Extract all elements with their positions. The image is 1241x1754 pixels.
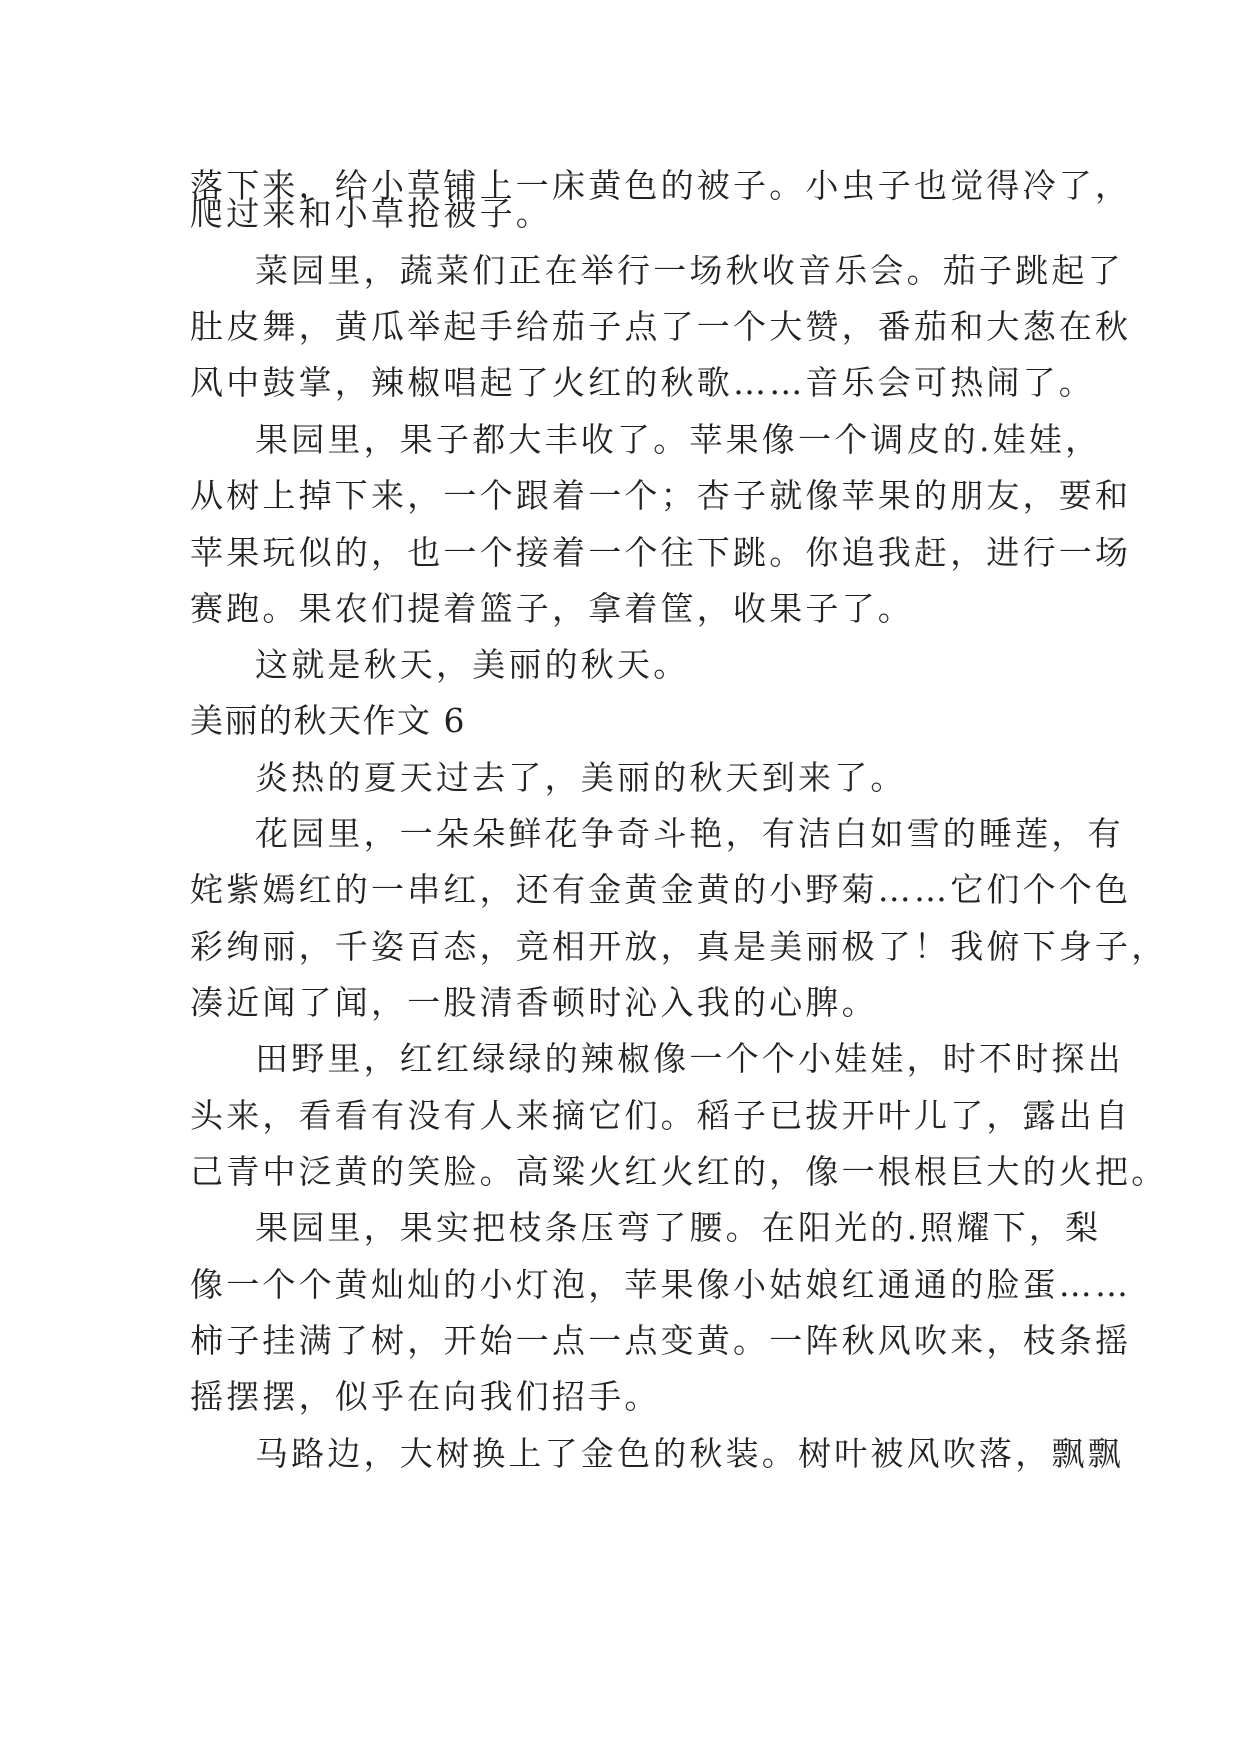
text-line: 像一个个黄灿灿的小灯泡，苹果像小姑娘红通通的脸蛋…… (190, 1265, 1132, 1304)
text-line: 彩绚丽，千姿百态，竞相开放，真是美丽极了！我俯下身子， (190, 927, 1168, 966)
section-heading: 美丽的秋天作文 6 (190, 701, 466, 740)
text-line: 柿子挂满了树，开始一点一点变黄。一阵秋风吹来，枝条摇 (190, 1321, 1132, 1360)
text-line: 炎热的夏天过去了，美丽的秋天到来了。 (255, 758, 907, 797)
text-line: 菜园里，蔬菜们正在举行一场秋收音乐会。茄子跳起了 (255, 251, 1124, 290)
text-line: 马路边，大树换上了金色的秋装。树叶被风吹落，飘飘 (255, 1434, 1124, 1473)
text-line: 苹果玩似的，也一个接着一个往下跳。你追我赶，进行一场 (190, 533, 1132, 572)
text-line: 头来，看看有没有人来摘它们。稻子已拔开叶儿了，露出自 (190, 1096, 1132, 1135)
text-line: 花园里，一朵朵鲜花争奇斗艳，有洁白如雪的睡莲，有 (255, 814, 1124, 853)
text-line: 从树上掉下来，一个跟着一个；杏子就像苹果的朋友，要和 (190, 476, 1132, 515)
text-line: 己青中泛黄的笑脸。高粱火红火红的，像一根根巨大的火把。 (190, 1152, 1168, 1191)
text-line: 果园里，果实把枝条压弯了腰。在阳光的.照耀下，梨 (255, 1208, 1102, 1247)
text-line: 田野里，红红绿绿的辣椒像一个个小娃娃，时不时探出 (255, 1039, 1124, 1078)
text-line: 风中鼓掌，辣椒唱起了火红的秋歌……音乐会可热闹了。 (190, 363, 1095, 402)
text-line: 摇摆摆，似乎在向我们招手。 (190, 1377, 661, 1416)
text-line: 落下来，给小草铺上一床黄色的被子。小虫子也觉得冷了， (190, 166, 1132, 205)
text-line: 这就是秋天，美丽的秋天。 (255, 645, 690, 684)
text-line: 凑近闻了闻，一股清香顿时沁入我的心脾。 (190, 983, 878, 1022)
text-line: 赛跑。果农们提着篮子，拿着筐，收果子了。 (190, 589, 914, 628)
text-line: 肚皮舞，黄瓜举起手给茄子点了一个大赞，番茄和大葱在秋 (190, 307, 1132, 346)
text-line: 果园里，果子都大丰收了。苹果像一个调皮的.娃娃， (255, 420, 1102, 459)
text-line: 爬过来和小草抢被子。 (190, 194, 552, 233)
text-line: 姹紫嫣红的一串红，还有金黄金黄的小野菊……它们个个色 (190, 870, 1132, 909)
